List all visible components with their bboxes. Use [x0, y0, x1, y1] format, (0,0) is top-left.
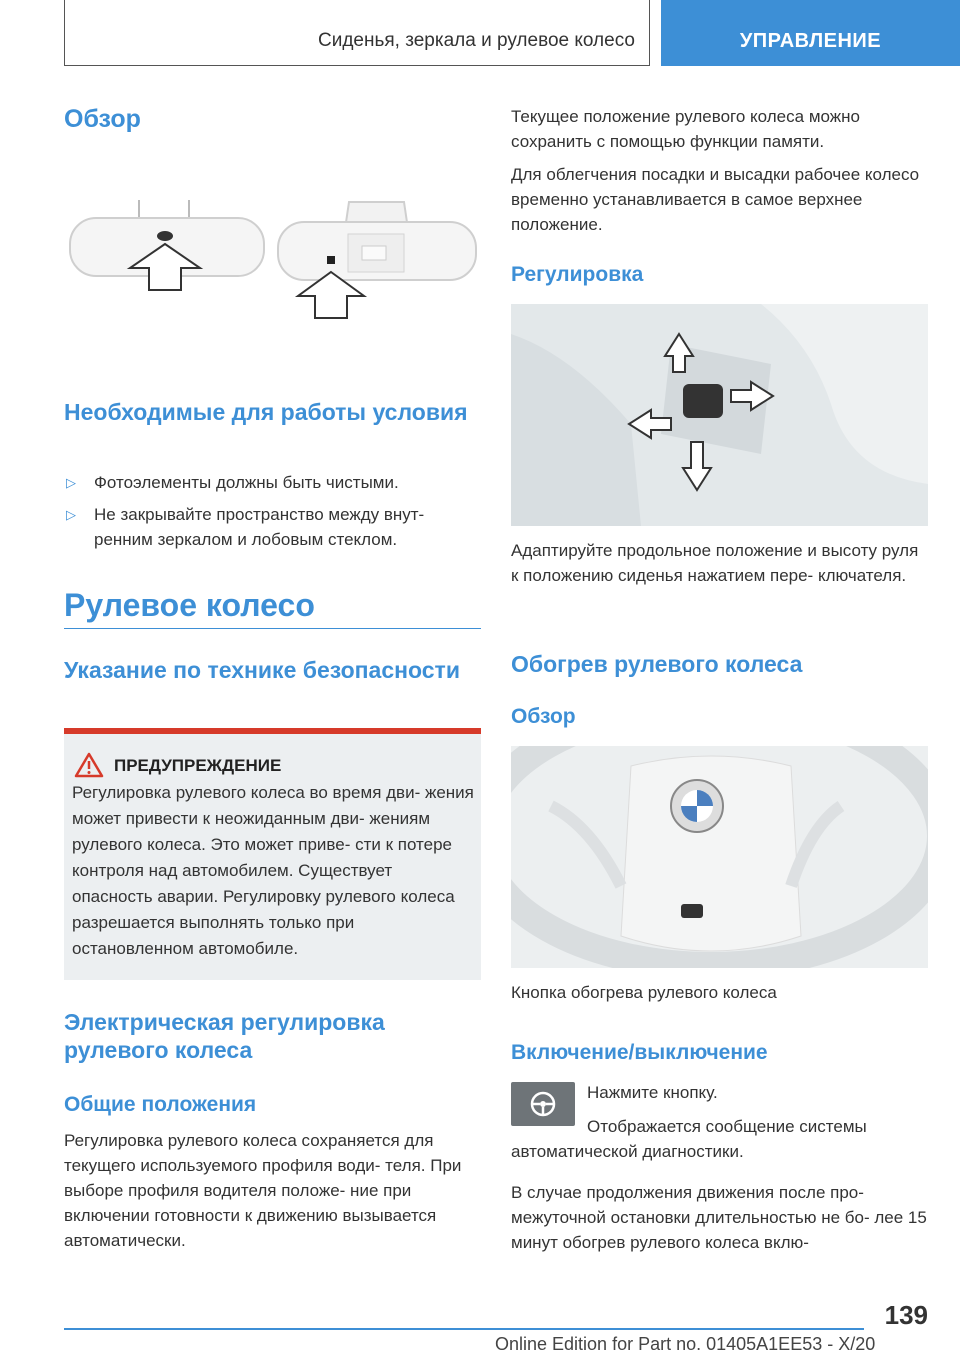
message-text: Отображается сообщение системы автоматической диагностики. [511, 1117, 867, 1161]
continue-text: В случае продолжения движения после про- межуточной остановки длительностью не бо- лее 15 минут обогрев рулевого колеса вклю- [511, 1183, 927, 1252]
chapter-label: УПРАВЛЕНИЕ [739, 30, 882, 52]
steering-title: Рулевое колесо [64, 587, 315, 623]
requirement-item: ▷ Не закрывайте пространство между внут- ренним зеркалом и лобовым стеклом. [64, 502, 481, 552]
warning-bar [64, 728, 481, 734]
general-heading: Общие положения [64, 1093, 257, 1116]
bullet-triangle-icon: ▷ [66, 475, 76, 490]
bullet-triangle-icon: ▷ [66, 507, 76, 522]
requirement-item: ▷ Фотоэлементы должны быть чистыми. [64, 470, 481, 495]
warning-box [64, 728, 481, 980]
adjust-caption: Адаптируйте продольное положение и высоту руля к положению сиденья нажатием пере- ключателя. [511, 541, 919, 585]
easy-entry-text: Для облегчения посадки и высадки рабочее колесо временно устанавливается в самое верхнее положение. [511, 165, 920, 234]
press-text: Нажмите кнопку. [587, 1083, 718, 1102]
heating-heading: Обогрев рулевого колеса [511, 651, 803, 677]
section-box [64, 0, 650, 66]
footer-edition: Online Edition for Part no. 01405A1EE53 - X/20 [495, 1334, 876, 1354]
section-title: Сиденья, зеркала и рулевое колесо [318, 30, 635, 51]
heating-caption: Кнопка обогрева рулевого колеса [511, 983, 777, 1002]
general-text: Регулировка рулевого колеса сохраняется для текущего используемого профиля води- теля. При выборе профиля водителя положе- ние при включении готовности к движению вызывается автоматически. [64, 1131, 462, 1250]
onoff-heading: Включение/выключение [511, 1041, 768, 1064]
mirror-illustration [64, 192, 481, 322]
electric-heading: Электрическая регулировка рулевого колеса [64, 1009, 385, 1064]
warning-triangle-icon [74, 752, 104, 778]
steering-wheel-photo [511, 746, 928, 968]
page-number: 139 [884, 1300, 928, 1330]
warning-title: ПРЕДУПРЕЖДЕНИЕ [114, 756, 282, 775]
footer-rule [64, 1328, 864, 1330]
chapter-tab[interactable] [661, 0, 960, 66]
safety-heading: Указание по технике безопасности [64, 657, 460, 683]
warning-text: Регулировка рулевого колеса во время дви- жения может привести к неожиданным дви- жениям рулевого колеса. Это может приве- сти к потере контроля над автомобилем. Существует опасность аварии. Регулировку рулевого колеса разрешается выполнять только при остановленном автомобиле. [72, 783, 474, 958]
adjust-heading: Регулировка [511, 263, 644, 286]
requirements-heading: Необходимые для работы условия [64, 399, 468, 425]
heating-overview-heading: Обзор [511, 705, 576, 728]
page-header [0, 0, 960, 66]
overview-heading: Обзор [64, 105, 141, 133]
title-rule [64, 628, 481, 629]
adjust-switch-photo [511, 304, 928, 526]
memory-text: Текущее положение рулевого колеса можно сохранить с помощью функции памяти. [511, 107, 860, 151]
